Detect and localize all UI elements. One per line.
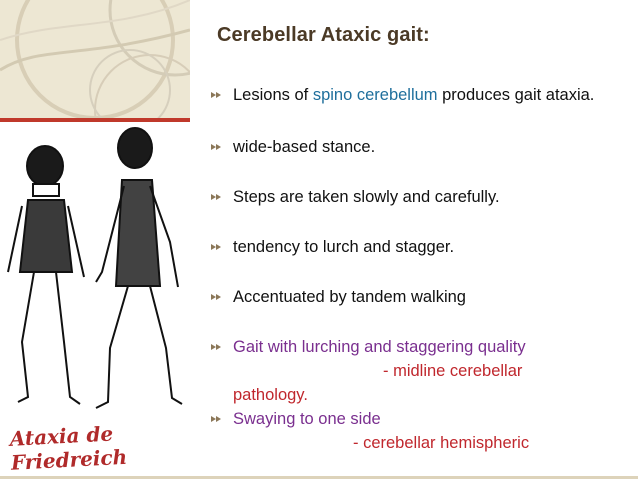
bullet-item-tandem xyxy=(211,285,631,309)
left-panel xyxy=(0,0,190,479)
bullet-text: tendency to lurch and stagger. xyxy=(233,238,455,256)
bullet-item-lesions xyxy=(211,83,631,107)
bullet-text-line3: pathology. xyxy=(233,386,308,404)
double-chevron-icon xyxy=(211,92,221,98)
bullet-text-line2: - cerebellar hemispheric xyxy=(353,434,530,452)
slide-title: Cerebellar Ataxic gait: xyxy=(217,24,430,46)
double-chevron-icon xyxy=(211,344,221,350)
bullet-item-lurch xyxy=(211,235,631,259)
bullet-text: Steps are taken slowly and carefully. xyxy=(233,188,500,206)
bullet-text-suffix: produces gait ataxia. xyxy=(437,86,595,104)
bullet-item-swaying xyxy=(211,407,631,455)
bullet-text: wide-based stance. xyxy=(233,138,376,156)
bullet-item-stance xyxy=(211,135,631,159)
double-chevron-icon xyxy=(211,294,221,300)
bullet-text: Accentuated by tandem walking xyxy=(233,288,466,306)
double-chevron-icon xyxy=(211,144,221,150)
bullet-text-line2: - midline cerebellar xyxy=(383,362,523,380)
figure-caption: Ataxia de Friedreich xyxy=(9,421,128,475)
bullet-text-line1: Gait with lurching and staggering quality xyxy=(233,338,526,356)
bullet-text-line1: Swaying to one side xyxy=(233,410,381,428)
bullet-text-prefix: Lesions of xyxy=(233,86,313,104)
bullet-item-steps xyxy=(211,185,631,209)
double-chevron-icon xyxy=(211,416,221,422)
bullet-item-lurching-quality xyxy=(211,335,631,407)
double-chevron-icon xyxy=(211,194,221,200)
bullet-list xyxy=(211,83,631,455)
bullet-text-highlight: spino cerebellum xyxy=(312,86,438,104)
double-chevron-icon xyxy=(211,244,221,250)
decorative-circles-icon xyxy=(0,0,190,118)
